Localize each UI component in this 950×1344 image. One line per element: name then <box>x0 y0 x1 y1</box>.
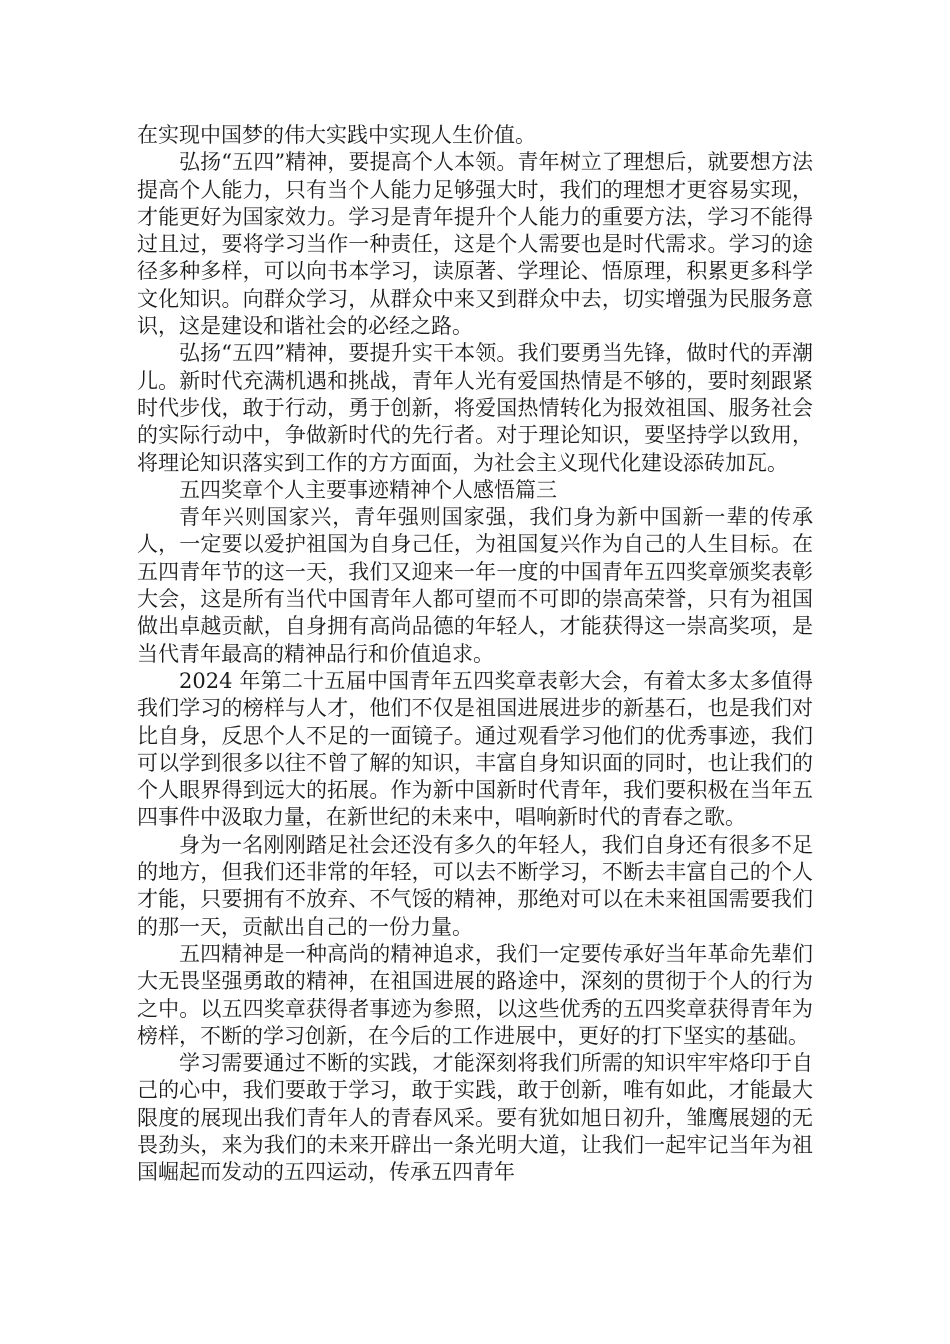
paragraph-2: 弘扬“五四”精神，要提高个人本领。青年树立了理想后，就要想方法提高个人能力，只有当个人能力足够强大时，我们的理想才更容易实现，才能更好为国家效力。学习是青年提升个人能力的重要方法，学习不能得过且过，要将学习当作一种责任，这是个人需要也是时代需求。学习的途径多种多样，可以向书本学习，读原著、学理论、悟原理，积累更多科学文化知识。向群众学习，从群众中来又到群众中去，切实增强为民服务意识，这是建设和谐社会的必经之路。 <box>137 150 813 339</box>
section-heading: 五四奖章个人主要事迹精神个人感悟篇三 <box>179 477 557 502</box>
paragraph-3: 弘扬“五四”精神，要提升实干本领。我们要勇当先锋，做时代的弄潮儿。新时代充满机遇和挑战，青年人光有爱国热情是不够的，要时刻跟紧时代步伐，敢于行动，勇于创新，将爱国热情转化为报效祖国、服务社会的实际行动中，争做新时代的先行者。对于理论知识，要坚持学以致用，将理论知识落实到工作的方方面面，为社会主义现代化建设添砖加瓦。 <box>137 341 813 475</box>
paragraph-7: 五四精神是一种高尚的精神追求，我们一定要传承好当年革命先辈们大无畏坚强勇敢的精神，在祖国进展的路途中，深刻的贯彻于个人的行为之中。以五四奖章获得者事迹为参照，以这些优秀的五四奖章获得青年为榜样，不断的学习创新，在今后的工作进展中，更好的打下坚实的基础。 <box>137 941 813 1048</box>
paragraph-8: 学习需要通过不断的实践，才能深刻将我们所需的知识牢牢烙印于自己的心中，我们要敢于学习，敢于实践，敢于创新，唯有如此，才能最大限度的展现出我们青年人的青春风采。要有犹如旭日初升，雏鹰展翅的无畏劲头，来为我们的未来开辟出一条光明大道，让我们一起牢记当年为祖国崛起而发动的五四运动，传承五四青年 <box>137 1051 813 1185</box>
paragraph-1: 在实现中国梦的伟大实践中实现人生价值。 <box>137 123 536 147</box>
document-body <box>137 122 813 1187</box>
paragraph-6: 身为一名刚刚踏足社会还没有多久的年轻人，我们自身还有很多不足的地方，但我们还非常的年轻，可以去不断学习，不断去丰富自己的个人才能，只要拥有不放弃、不气馁的精神，那绝对可以在未来祖国需要我们的那一天，贡献出自己的一份力量。 <box>137 832 813 939</box>
paragraph-5: 2024 年第二十五届中国青年五四奖章表彰大会，有着太多太多值得我们学习的榜样与人才，他们不仅是祖国进展进步的新基石，也是我们对比自身，反思个人不足的一面镜子。通过观看学习他们的优秀事迹，我们可以学到很多以往不曾了解的知识，丰富自身知识面的同时，也让我们的个人眼界得到远大的拓展。作为新中国新时代青年，我们要积极在当年五四事件中汲取力量，在新世纪的未来中，唱响新时代的青春之歌。 <box>137 668 813 830</box>
paragraph-4: 青年兴则国家兴，青年强则国家强，我们身为新中国新一辈的传承人，一定要以爱护祖国为自身己任，为祖国复兴作为自己的人生目标。在五四青年节的这一天，我们又迎来一年一度的中国青年五四奖章颁奖表彰大会，这是所有当代中国青年人都可望而不可即的崇高荣誉，只有为祖国做出卓越贡献，自身拥有高尚品德的年轻人，才能获得这一崇高奖项，是当代青年最高的精神品行和价值追求。 <box>137 505 813 666</box>
